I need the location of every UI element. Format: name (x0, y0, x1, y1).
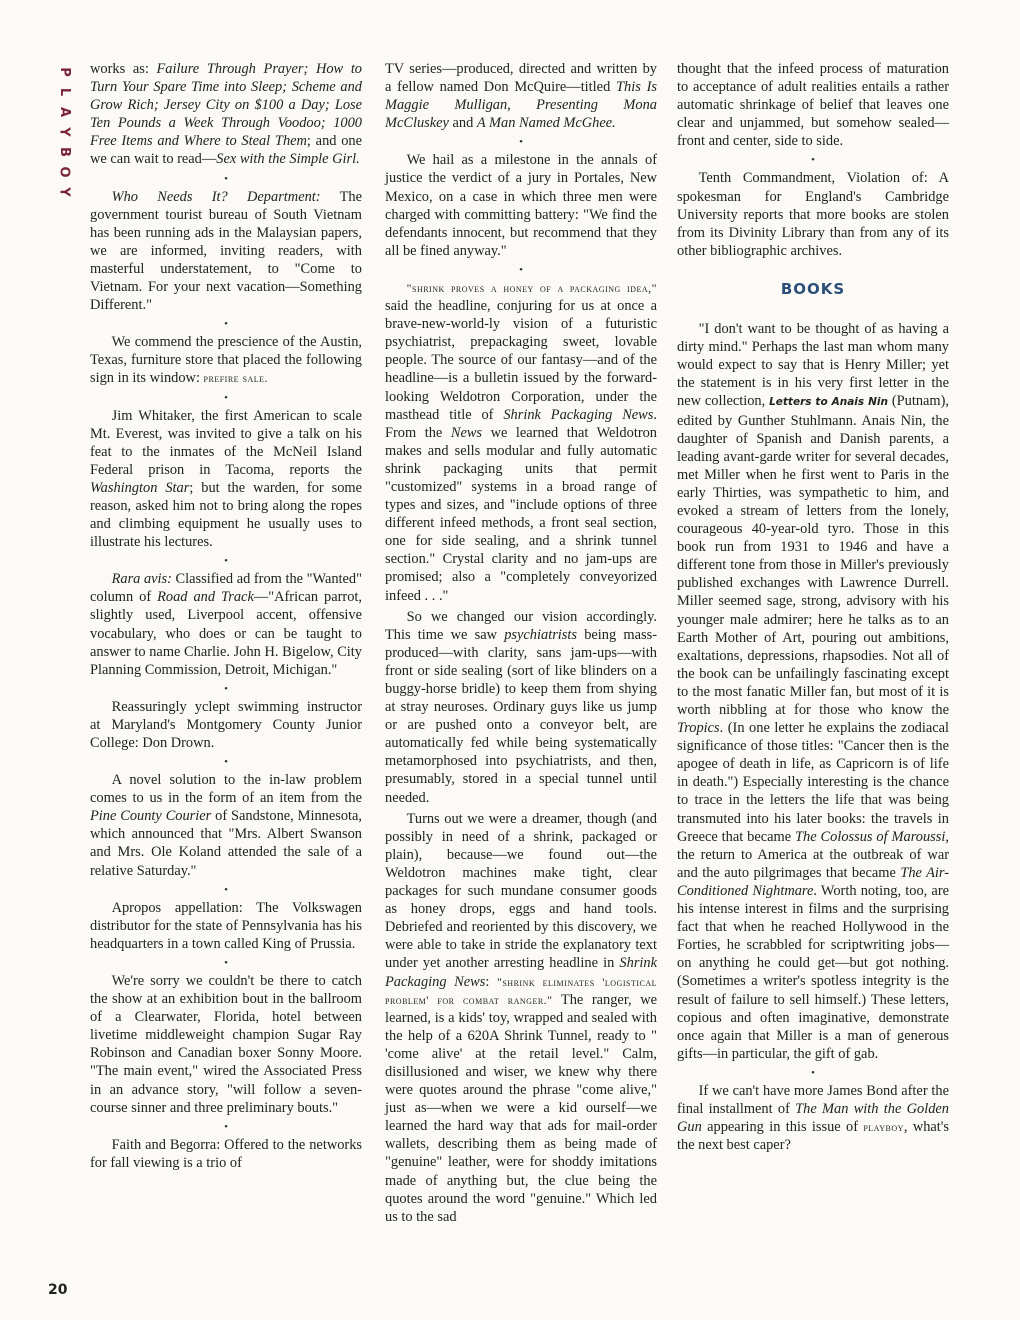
text-run: appearing in this issue of (701, 1119, 864, 1136)
text-run: prefire sale. (203, 371, 269, 386)
column-2 (385, 60, 657, 1229)
separator-bullet: • (811, 154, 815, 167)
text-run: Washington Star (90, 479, 190, 496)
paragraph (90, 771, 362, 880)
separator-bullet: • (224, 883, 228, 896)
text-run: we learned that Weldotron makes and sells modular and fully automatic shrink packaging units that permit "customized" systems in a broad range of types and sizes, and "include options of three different infeed methods, a front seal section, one for side sealing, and a shrink tunnel section." Crystal clarity and no jam-ups are promised; also a "completely conveyorized infeed . . ." (385, 424, 657, 604)
text-run: Road and Track (157, 589, 254, 606)
paragraph (90, 570, 362, 679)
paragraph (385, 608, 657, 807)
masthead-letter: B (56, 147, 72, 157)
text-run: Shrink Packaging News (385, 955, 657, 990)
text-run: Letters to Anais Nin (769, 396, 888, 409)
separator-bullet: • (224, 756, 228, 769)
text-run: Classified ad from the "Wanted" column of (90, 571, 362, 606)
text-run: , the return to America at the outbreak of war and the auto pilgrimages that became (677, 828, 949, 881)
paragraph (90, 407, 362, 552)
paragraph (385, 151, 657, 260)
text-run: Shrink Packaging News (503, 406, 654, 423)
text-run: Failure Through Prayer; How to Turn Your Spare Time into Sleep; Scheme and Grow Rich; Jersey City on $100 a Day; Lose Ten Pounds a Week Through Voodoo; 1000 Free Items and Where to Steal Them (90, 61, 363, 150)
text-run: said the headline, conjuring for us at once a brave-new-world-ly vision of a futuristic psychiatrist, prepackaging sweet, lovable people. The source of our fantasy—and of the headline—is a bulletin issued by the forward-looking Weldotron Corporation, under the masthead title of (385, 298, 657, 423)
column-1 (90, 60, 362, 1175)
text-run: If we can't have more James Bond after the final installment of (677, 1082, 949, 1117)
text-run: Rara avis: (111, 571, 172, 588)
text-run: Jim Whitaker, the first American to scale Mt. Everest, was invited to give a talk on his feat to the inmates of the McNeil Island Federal prison in Tacoma, reports the (90, 407, 362, 478)
text-run: A Man Named McGhee. (476, 115, 616, 132)
paragraph (90, 899, 362, 953)
page-number: 20 (48, 1282, 68, 1298)
text-run: The Man with the Golden Gun (677, 1100, 950, 1136)
text-run: . Worth noting, too, are his intense interest in films and the surprising fact that when he reached Hollywood in the Forties, he scrabbled for scriptwriting jobs—on anything he could get—but got nothing. (Sometimes a writer's spotless integrity is the result of failure to sell himself.) These letters, copious and often imaginative, demonstrate once again that Miller is a man of generous gifts—in particular, the gift of gab. (677, 882, 949, 1062)
text-run: This Is Maggie Mulligan, Presenting Mona McCluskey (385, 79, 657, 132)
text-run: thought that the infeed process of maturation to acceptance of adult realities entails a rather automatic shrinkage of belief that leaves one clear and unjammed, but somehow sealed—front and center, side to side. (677, 61, 949, 150)
text-run: ; but the warden, for some reason, asked him not to bring along the ropes and climbing equipment he usually uses to illustrate his lectures. (90, 479, 362, 551)
separator-bullet: • (811, 1066, 815, 1079)
separator-bullet: • (224, 172, 228, 185)
text-run: "shrink proves a honey of a packaging idea," (406, 280, 657, 295)
paragraph (677, 169, 949, 259)
text-run: Tropics (677, 720, 720, 737)
text-run: Reassuringly yclept swimming instructor at Maryland's Montgomery County Junior College: Don Drown. (90, 698, 362, 751)
separator-bullet: • (224, 1120, 228, 1133)
text-run: Sex with the Simple Girl. (216, 151, 360, 168)
text-run: The Colossus of Maroussi (795, 828, 946, 845)
separator-bullet: • (519, 136, 523, 149)
text-run: Turns out we were a dreamer, though (and possibly in need of a shrink, packaged or plain), because—we found out—the Weldotron machines make tight, clear packages for such mundane consumer goods as honey drops, eggs and hand tools. Debriefed and reoriented by this discovery, we were able to take in stride the explanatory text under yet another arresting headline in (385, 810, 657, 972)
paragraph (677, 1082, 949, 1154)
paragraph (90, 60, 362, 169)
text-run: A novel solution to the in-law problem comes to us in the form of an item from the (90, 772, 362, 807)
masthead-letter: Y (56, 187, 72, 197)
text-run: , what's the next best caper? (677, 1119, 949, 1154)
text-run: —"African parrot, slightly used, Liverpool accent, offensive vocabulary, who does or can be taught to answer to name Charlie. John H. Bigelow, City Planning Commission, Detroit, Michigan." (90, 589, 362, 678)
text-run: being mass-produced—with clarity, sans jam-ups—with front or side sealing (sort of like blinders on a buggy-horse bridle) to keep them from shying at stray neuroses. Ordinary guys like us jump or are pushed onto a conveyor belt, are automatically fed while being systematically metamorphosed into psychiatrists, and then, presumably, stored in a special tunnel until needed. (385, 626, 657, 806)
separator-bullet: • (224, 318, 228, 331)
paragraph (90, 333, 362, 387)
text-run: "I don't want to be thought of as having a dirty mind." Perhaps the last man whom many would expect to say that is Henry Miller; yet the statement is in his very first letter in the new collection, (677, 321, 949, 410)
paragraph (677, 320, 949, 1063)
separator-bullet: • (224, 391, 228, 404)
masthead-letter: O (57, 166, 72, 178)
text-run: : (485, 973, 497, 990)
text-run: . (In one letter he explains the zodiacal significance of those titles: "Cancer then is the apogee of death in life, as Capricorn is of life in death.") Especially interesting is the chance to trace in the letters the life that was being transmuted into his later books: the travels in Greece that became (677, 720, 949, 845)
column-3 (677, 60, 949, 1157)
text-run: playboy (863, 1120, 904, 1135)
section-heading-books: BOOKS (780, 279, 846, 298)
paragraph (90, 972, 362, 1117)
text-run: ; and one we can wait to read— (90, 133, 362, 168)
paragraph (385, 279, 657, 605)
masthead-letter: L (56, 87, 72, 97)
text-run: "shrink eliminates 'logistical problem' for combat ranger." (385, 974, 657, 1007)
paragraph (385, 60, 657, 132)
text-run: The government tourist bureau of South Vietnam has been running ads in the Malaysian papers, we are informed, inviting readers, with masterful understatement, to "Come to Vietnam. For your next vacation—Something Different." (90, 188, 362, 314)
text-run: of Sandstone, Minnesota, which announced that "Mrs. Albert Swanson and Mrs. Ole Koland attended the sale of a relative Saturday." (90, 808, 363, 879)
separator-bullet: • (224, 682, 228, 695)
paragraph (677, 60, 949, 150)
separator-bullet: • (224, 555, 228, 568)
separator-bullet: • (519, 263, 523, 276)
vertical-masthead (52, 62, 76, 202)
text-run: We hail as a milestone in the annals of justice the verdict of a jury in Portales, New Mexico, on a case in which three men were charged with committing battery: "We find the defendants innocent, but recommend that they all be fined anyway." (385, 152, 657, 259)
text-run: Who Needs It? Department: (111, 188, 321, 205)
masthead-letter: P (57, 67, 72, 77)
text-run: We're sorry we couldn't be there to catch the show at an exhibition bout in the ballroom of a Clearwater, Florida, hotel between livetime middleweight champion Sugar Ray Robinson and Canadian boxer Sonny Moore. "The main event," wired the Associated Press in an advance story, "will follow a seven-course sinner and three preliminary bouts." (90, 972, 362, 1116)
text-run: The ranger, we learned, is a kids' toy, wrapped and sealed with the help of a 620A Shrink Tunnel, ready to " 'come alive' at the retail level." Calm, disillusioned and wiser, we knew why there were quotes around the phrase "come alive," just as—when we were a kid ourself—we learned the hard way that ads for mail-order wallets, describing them as being made of "genuine" leather, were for shoddy imitations made of anything but, the clue being the quotes around the word "genuine." Which led us to the sad (385, 991, 657, 1225)
text-run: The Air-Conditioned Nightmare (677, 864, 949, 899)
masthead-letter: A (57, 106, 72, 118)
text-run: TV series—produced, directed and written by a fellow named Don McQuire—titled (385, 61, 657, 96)
text-run: psychiatrists (504, 626, 577, 643)
masthead-letter: Y (56, 127, 72, 137)
paragraph (385, 810, 657, 1226)
text-run: We commend the prescience of the Austin, Texas, furniture store that placed the following sign in its window: (90, 334, 362, 387)
separator-bullet: • (224, 956, 228, 969)
text-run: and (448, 115, 477, 132)
text-run: So we changed our vision accordingly. This time we saw (385, 608, 657, 643)
paragraph (90, 1136, 362, 1172)
text-run: Pine County Courier (90, 808, 212, 825)
text-run: works as: (90, 61, 157, 77)
text-run: Tenth Commandment, Violation of: A spokesman for England's Cambridge University reports that more books are stolen from its Divinity Library than from any of its other bibliographic archives. (677, 170, 949, 259)
text-run: Faith and Begorra: Offered to the networks for fall viewing is a trio of (90, 1136, 362, 1171)
paragraph (90, 698, 362, 752)
paragraph (90, 188, 362, 315)
text-run: (Putnam), edited by Gunther Stuhlmann. Anais Nin, the daughter of Spanish and Danish parents, a leading avant-garde writer for several decades, met Miller when he first went to Paris in the early Thirties, was sympathetic to him, and evoked a stream of letters from the lonely, courageous 40-year-old tyro. Those in this book run from 1931 to 1946 and have a different tone from those in Miller's previously published exchanges with Lawrence Durrell. Miller seemed sage, strong, advisory with his younger male admirer; here he talks as to an Earth Mother of Art, pouring out ambitions, exaltations, depressions, rhapsodies. Not all of the book can be unfailingly fascinating except to the most fanatic Miller fan, but most of it is worth nibbling at for those who know the (677, 393, 949, 718)
text-run: Apropos appellation: The Volkswagen distributor for the state of Pennsylvania has his headquarters in a town called King of Prussia. (90, 899, 362, 952)
text-run: News (450, 424, 483, 441)
text-run: . From the (385, 406, 657, 441)
